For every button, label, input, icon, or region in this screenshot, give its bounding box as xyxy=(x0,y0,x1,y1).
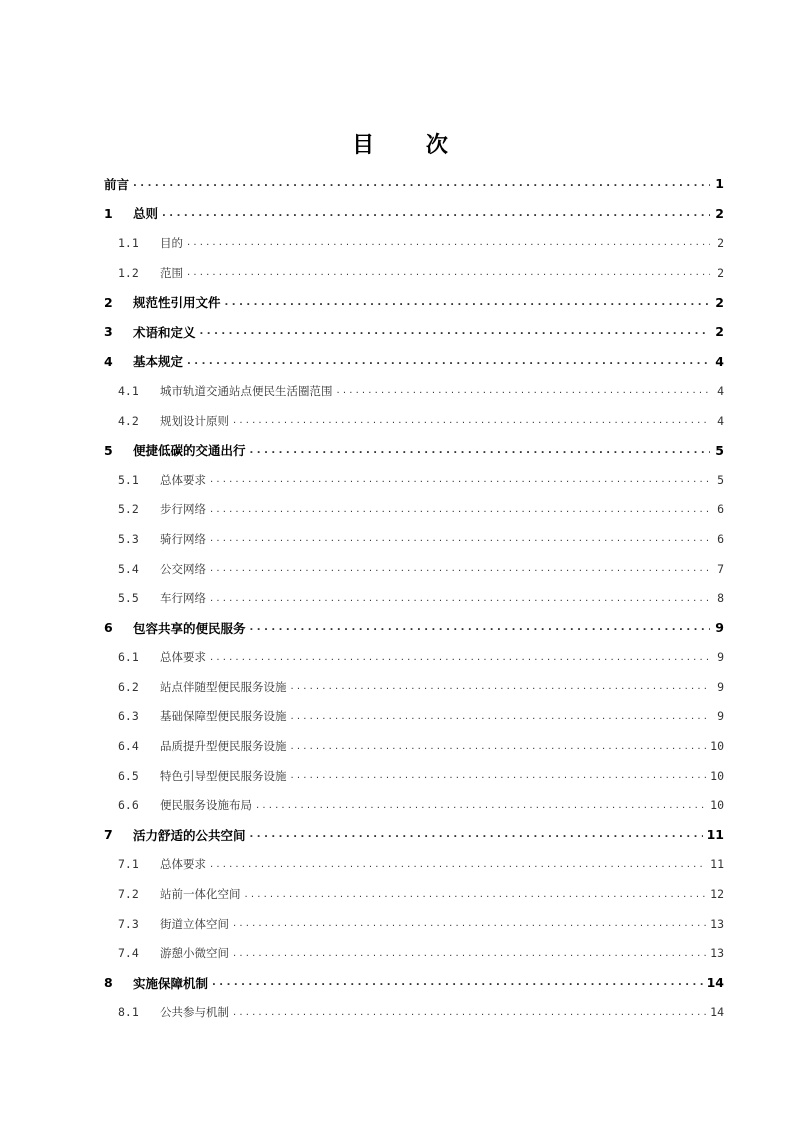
toc-entry-title: 总则 xyxy=(133,206,159,222)
toc-entry-page: 4 xyxy=(717,383,724,398)
toc-entry-title: 总体要求 xyxy=(160,857,206,872)
toc-entry-number: 4.1 xyxy=(118,383,139,398)
toc-title: 目 次 xyxy=(352,132,470,158)
toc-entry-number: 7.3 xyxy=(118,916,139,931)
toc-entry-number: 6.1 xyxy=(118,650,139,665)
toc-entry-page: 14 xyxy=(706,975,724,991)
toc-entry-title: 总体要求 xyxy=(160,650,206,665)
toc-entry-number: 6.2 xyxy=(118,679,139,694)
dot-leader xyxy=(291,741,707,752)
toc-entry[interactable] xyxy=(104,850,724,880)
dot-leader xyxy=(210,593,710,604)
toc-entry[interactable] xyxy=(104,406,724,436)
dot-leader xyxy=(233,1007,706,1018)
toc-entry-title: 总体要求 xyxy=(160,472,206,487)
toc-entry-title: 品质提升型便民服务设施 xyxy=(160,739,287,754)
toc-entry[interactable] xyxy=(104,228,724,258)
toc-entry-page: 2 xyxy=(717,235,724,250)
dot-leader xyxy=(250,445,710,456)
toc-entry[interactable] xyxy=(104,524,724,554)
toc-entry-number: 5.3 xyxy=(118,531,139,546)
toc-entry[interactable] xyxy=(104,909,724,939)
toc-entry-page: 5 xyxy=(717,472,724,487)
toc-entry[interactable] xyxy=(104,761,724,791)
toc-entry[interactable] xyxy=(104,317,724,347)
toc-entry[interactable] xyxy=(104,672,724,702)
dot-leader xyxy=(210,504,710,515)
toc-entry-number: 5.1 xyxy=(118,472,139,487)
toc-entry[interactable] xyxy=(104,554,724,584)
toc-entry-page: 2 xyxy=(717,265,724,280)
dot-leader xyxy=(162,208,710,219)
toc-entry-number: 8.1 xyxy=(118,1005,139,1020)
toc-entry-page: 13 xyxy=(710,946,724,961)
toc-entry-page: 9 xyxy=(717,650,724,665)
toc-entry-number: 7 xyxy=(104,827,113,843)
toc-entry[interactable] xyxy=(104,287,724,317)
toc-entry-number: 1 xyxy=(104,205,113,221)
toc-entry-title: 便捷低碳的交通出行 xyxy=(133,443,246,459)
dot-leader xyxy=(210,652,710,663)
dot-leader xyxy=(233,415,710,426)
toc-entry-number: 8 xyxy=(104,975,113,991)
toc-entry-page: 7 xyxy=(717,561,724,576)
toc-entry[interactable] xyxy=(104,435,724,465)
toc-entry-number: 1.1 xyxy=(118,235,139,250)
dot-leader xyxy=(225,297,710,308)
toc-entry-page: 10 xyxy=(710,739,724,754)
toc-entry-title: 便民服务设施布局 xyxy=(160,798,252,813)
toc-entry-page: 2 xyxy=(715,324,724,340)
toc-entry[interactable] xyxy=(104,347,724,377)
toc-entry[interactable] xyxy=(104,169,724,199)
toc-entry-page: 2 xyxy=(715,294,724,310)
toc-entry-page: 1 xyxy=(715,176,724,192)
toc-entry[interactable] xyxy=(104,820,724,850)
toc-entry-number: 7.2 xyxy=(118,887,139,902)
toc-entry-page: 4 xyxy=(717,413,724,428)
toc-entry[interactable] xyxy=(104,731,724,761)
toc-entry-number: 2 xyxy=(104,294,113,310)
toc-entry-title: 术语和定义 xyxy=(133,324,196,340)
toc-entry-title: 规范性引用文件 xyxy=(133,295,221,311)
dot-leader xyxy=(200,326,710,337)
toc-entry-page: 9 xyxy=(717,679,724,694)
toc-entry-title: 基本规定 xyxy=(133,354,184,370)
dot-leader xyxy=(187,267,710,278)
toc-entry-title: 城市轨道交通站点便民生活圈范围 xyxy=(160,383,333,398)
toc-entry-number: 1.2 xyxy=(118,265,139,280)
toc-entry-number: 6.5 xyxy=(118,768,139,783)
toc-entry[interactable] xyxy=(104,998,724,1028)
toc-entry-page: 11 xyxy=(710,857,724,872)
dot-leader xyxy=(256,800,706,811)
dot-leader xyxy=(337,385,711,396)
toc-entry[interactable] xyxy=(104,376,724,406)
toc-entry[interactable] xyxy=(104,968,724,998)
toc-entry-number: 5 xyxy=(104,442,113,458)
toc-entry-page: 11 xyxy=(706,827,724,843)
dot-leader xyxy=(250,829,703,840)
toc-entry-title: 公交网络 xyxy=(160,561,206,576)
toc-entry-number: 6.4 xyxy=(118,739,139,754)
toc-entry-title: 活力舒适的公共空间 xyxy=(133,827,246,843)
toc-entry-page: 13 xyxy=(710,916,724,931)
toc-entry-title: 街道立体空间 xyxy=(160,916,229,931)
toc-entry-number: 5.4 xyxy=(118,561,139,576)
dot-leader xyxy=(210,859,706,870)
toc-entry-title: 规划设计原则 xyxy=(160,413,229,428)
toc-entry-title: 包容共享的便民服务 xyxy=(133,620,246,636)
toc-entry-page: 6 xyxy=(717,502,724,517)
dot-leader xyxy=(233,948,706,959)
toc-entry-number: 6.3 xyxy=(118,709,139,724)
toc-entry-page: 2 xyxy=(715,205,724,221)
toc-entry[interactable] xyxy=(104,790,724,820)
toc-entry-number: 7.4 xyxy=(118,946,139,961)
toc-entry[interactable] xyxy=(104,879,724,909)
dot-leader xyxy=(291,711,711,722)
toc-entry[interactable] xyxy=(104,643,724,673)
toc-entry-page: 8 xyxy=(717,591,724,606)
toc-entry-title: 目的 xyxy=(160,235,183,250)
toc-entry-page: 4 xyxy=(715,353,724,369)
toc-entry-title: 前言 xyxy=(104,176,130,192)
toc-entry-number: 4.2 xyxy=(118,413,139,428)
toc-entry-page: 12 xyxy=(710,887,724,902)
dot-leader xyxy=(233,918,706,929)
toc-entry[interactable] xyxy=(104,702,724,732)
toc-entry-title: 实施保障机制 xyxy=(133,975,209,991)
toc-entry-page: 10 xyxy=(710,798,724,813)
dot-leader xyxy=(133,178,710,189)
toc-entry-page: 10 xyxy=(710,768,724,783)
dot-leader xyxy=(210,563,710,574)
toc-entry-title: 站点伴随型便民服务设施 xyxy=(160,679,287,694)
dot-leader xyxy=(210,533,710,544)
toc-entry-title: 公共参与机制 xyxy=(160,1005,229,1020)
toc-entry-number: 6 xyxy=(104,620,113,636)
toc-entry-page: 6 xyxy=(717,531,724,546)
toc-entry-title: 基础保障型便民服务设施 xyxy=(160,709,287,724)
table-of-contents xyxy=(104,169,724,1027)
toc-entry-page: 9 xyxy=(715,620,724,636)
toc-entry[interactable] xyxy=(104,938,724,968)
dot-leader xyxy=(210,474,710,485)
dot-leader xyxy=(250,622,710,633)
toc-entry-number: 7.1 xyxy=(118,857,139,872)
toc-entry[interactable] xyxy=(104,583,724,613)
toc-entry-page: 9 xyxy=(717,709,724,724)
toc-entry[interactable] xyxy=(104,613,724,643)
toc-entry[interactable] xyxy=(104,465,724,495)
toc-entry-title: 骑行网络 xyxy=(160,531,206,546)
toc-entry-number: 5.5 xyxy=(118,591,139,606)
toc-entry[interactable] xyxy=(104,495,724,525)
toc-entry-title: 游憩小微空间 xyxy=(160,946,229,961)
toc-entry-number: 4 xyxy=(104,353,113,369)
dot-leader xyxy=(245,889,707,900)
toc-entry-title: 特色引导型便民服务设施 xyxy=(160,768,287,783)
toc-entry-title: 车行网络 xyxy=(160,591,206,606)
toc-entry-page: 14 xyxy=(710,1005,724,1020)
dot-leader xyxy=(187,356,710,367)
dot-leader xyxy=(291,770,707,781)
toc-entry-number: 5.2 xyxy=(118,502,139,517)
toc-entry-title: 站前一体化空间 xyxy=(160,887,241,902)
toc-entry-page: 5 xyxy=(715,442,724,458)
dot-leader xyxy=(212,977,703,988)
dot-leader xyxy=(187,237,710,248)
toc-entry-title: 步行网络 xyxy=(160,502,206,517)
toc-entry[interactable] xyxy=(104,199,724,229)
toc-entry-title: 范围 xyxy=(160,265,183,280)
dot-leader xyxy=(291,681,711,692)
toc-entry-number: 6.6 xyxy=(118,798,139,813)
toc-entry[interactable] xyxy=(104,258,724,288)
toc-entry-number: 3 xyxy=(104,324,113,340)
